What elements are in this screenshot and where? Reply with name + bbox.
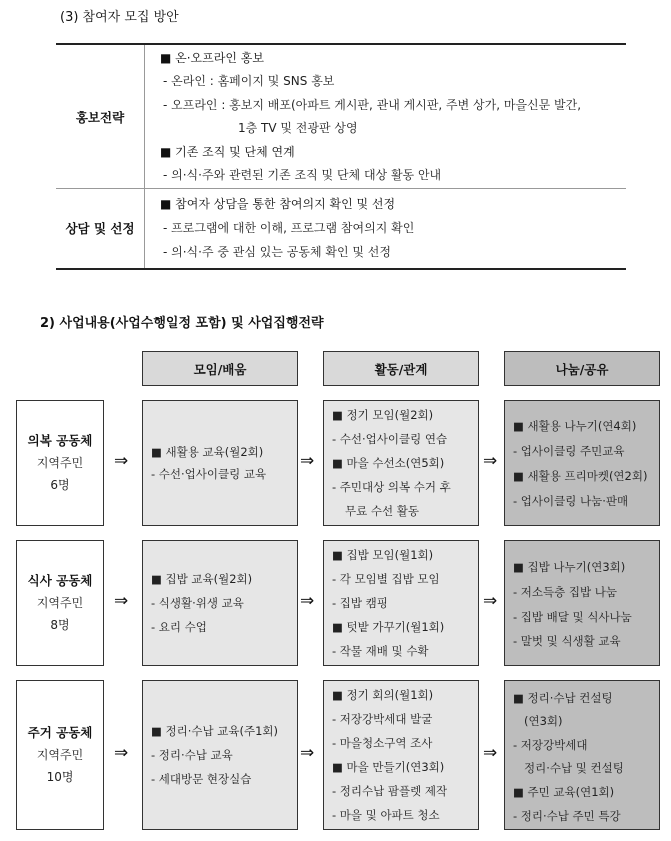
group-name: 의복 공동체 [27, 433, 93, 448]
table-line: - 의·식·주와 관련된 기존 조직 및 단체 대상 활동 안내 [163, 168, 442, 182]
group-count: 6명 [50, 478, 70, 492]
share-line: - 저소득층 집밥 나눔 [513, 585, 617, 599]
table-line: ■ 참여자 상담을 통한 참여의지 확인 및 선정 [160, 197, 396, 211]
table-bottom-border [56, 268, 626, 270]
group-count: 8명 [50, 618, 70, 632]
learn-line: - 식생활·위생 교육 [151, 596, 244, 610]
share-line: - 저장강박세대 [513, 738, 588, 752]
share-line: - 업사이클링 주민교육 [513, 444, 625, 458]
header-share: 나눔/공유 [504, 351, 660, 386]
activity-line: ■ 정기 회의(월1회) [332, 688, 434, 702]
group-count: 10명 [46, 770, 74, 784]
share-line: ■ 주민 교육(연1회) [513, 785, 615, 799]
activity-line: - 주민대상 의복 수거 후 [332, 480, 451, 494]
share-line: ■ 새활용 프리마켓(연2회) [513, 469, 648, 483]
activity-line: - 정리수납 팜플렛 제작 [332, 784, 448, 798]
header-activity: 활동/관계 [323, 351, 479, 386]
arrow-icon: ⇒ [114, 743, 129, 763]
arrow-icon: ⇒ [114, 591, 129, 611]
header-learn: 모임/배움 [142, 351, 298, 386]
learn-line: - 수선·업사이클링 교육 [151, 467, 267, 481]
share-line: (연3회) [524, 714, 563, 728]
table-line: - 오프라인 : 홍보지 배포(아파트 게시판, 관내 게시판, 주변 상가, 마을신문 발간, [163, 98, 582, 112]
learn-line: ■ 새활용 교육(월2회) [151, 445, 264, 459]
table-line: - 프로그램에 대한 이해, 프로그램 참여의지 확인 [163, 221, 415, 235]
share-line: - 업사이클링 나눔·판매 [513, 494, 629, 508]
group-box-clothing [16, 400, 104, 526]
group-members: 지역주민 [36, 456, 84, 470]
share-line: - 말벗 및 식생활 교육 [513, 634, 621, 648]
group-box-meal [16, 540, 104, 666]
activity-line: ■ 마을 수선소(연5회) [332, 456, 445, 470]
section2-title: 2) 사업내용(사업수행일정 포함) 및 사업집행전략 [40, 316, 324, 331]
learn-line: - 정리·수납 교육 [151, 748, 233, 762]
group-members: 지역주민 [36, 748, 84, 762]
activity-line: ■ 텃밭 가꾸기(월1회) [332, 620, 445, 634]
table-line: ■ 기존 조직 및 단체 연계 [160, 145, 295, 159]
arrow-icon: ⇒ [483, 591, 498, 611]
share-line: - 집밥 배달 및 식사나눔 [513, 610, 632, 624]
learn-line: - 세대방문 현장실습 [151, 772, 252, 786]
activity-line: - 작물 재배 및 수확 [332, 644, 429, 658]
arrow-icon: ⇒ [300, 451, 315, 471]
group-name: 식사 공동체 [27, 573, 93, 588]
activity-line: - 마을 및 아파트 청소 [332, 808, 440, 822]
activity-line: ■ 정기 모임(월2회) [332, 408, 434, 422]
arrow-icon: ⇒ [300, 743, 315, 763]
share-line: ■ 새활용 나누기(연4회) [513, 419, 637, 433]
section3-title: (3) 참여자 모집 방안 [60, 10, 179, 25]
table-row-divider [56, 188, 626, 189]
learn-line: - 요리 수업 [151, 620, 207, 634]
group-name: 주거 공동체 [27, 725, 93, 740]
activity-line: - 마을청소구역 조사 [332, 736, 433, 750]
table-line: - 의·식·주 중 관심 있는 공동체 확인 및 선정 [163, 245, 391, 259]
activity-line: 무료 수선 활동 [345, 504, 419, 518]
arrow-icon: ⇒ [483, 743, 498, 763]
table-line: - 온라인 : 홈페이지 및 SNS 홍보 [163, 74, 335, 88]
share-line: ■ 집밥 나누기(연3회) [513, 560, 626, 574]
activity-line: ■ 마을 만들기(연3회) [332, 760, 445, 774]
arrow-icon: ⇒ [114, 451, 129, 471]
table-column-divider [144, 45, 145, 268]
activity-line: - 집밥 캠핑 [332, 596, 388, 610]
row-label-consult: 상담 및 선정 [65, 221, 135, 236]
activity-line: - 각 모임별 집밥 모임 [332, 572, 440, 586]
table-line: 1층 TV 및 전광판 상영 [238, 121, 358, 135]
table-line: ■ 온·오프라인 홍보 [160, 51, 264, 65]
share-line: ■ 정리·수납 컨설팅 [513, 691, 613, 705]
arrow-icon: ⇒ [300, 591, 315, 611]
share-line: - 정리·수납 주민 특강 [513, 809, 621, 823]
learn-line: ■ 정리·수납 교육(주1회) [151, 724, 278, 738]
share-line: 정리·수납 및 컨설팅 [524, 761, 624, 775]
activity-line: - 수선·업사이클링 연습 [332, 432, 448, 446]
row-label-promotion: 홍보전략 [75, 110, 125, 125]
group-members: 지역주민 [36, 596, 84, 610]
activity-line: ■ 집밥 모임(월1회) [332, 548, 434, 562]
activity-line: - 저장강박세대 발굴 [332, 712, 433, 726]
learn-line: ■ 집밥 교육(월2회) [151, 572, 253, 586]
table-top-border [56, 43, 626, 45]
arrow-icon: ⇒ [483, 451, 498, 471]
group-box-housing [16, 680, 104, 830]
